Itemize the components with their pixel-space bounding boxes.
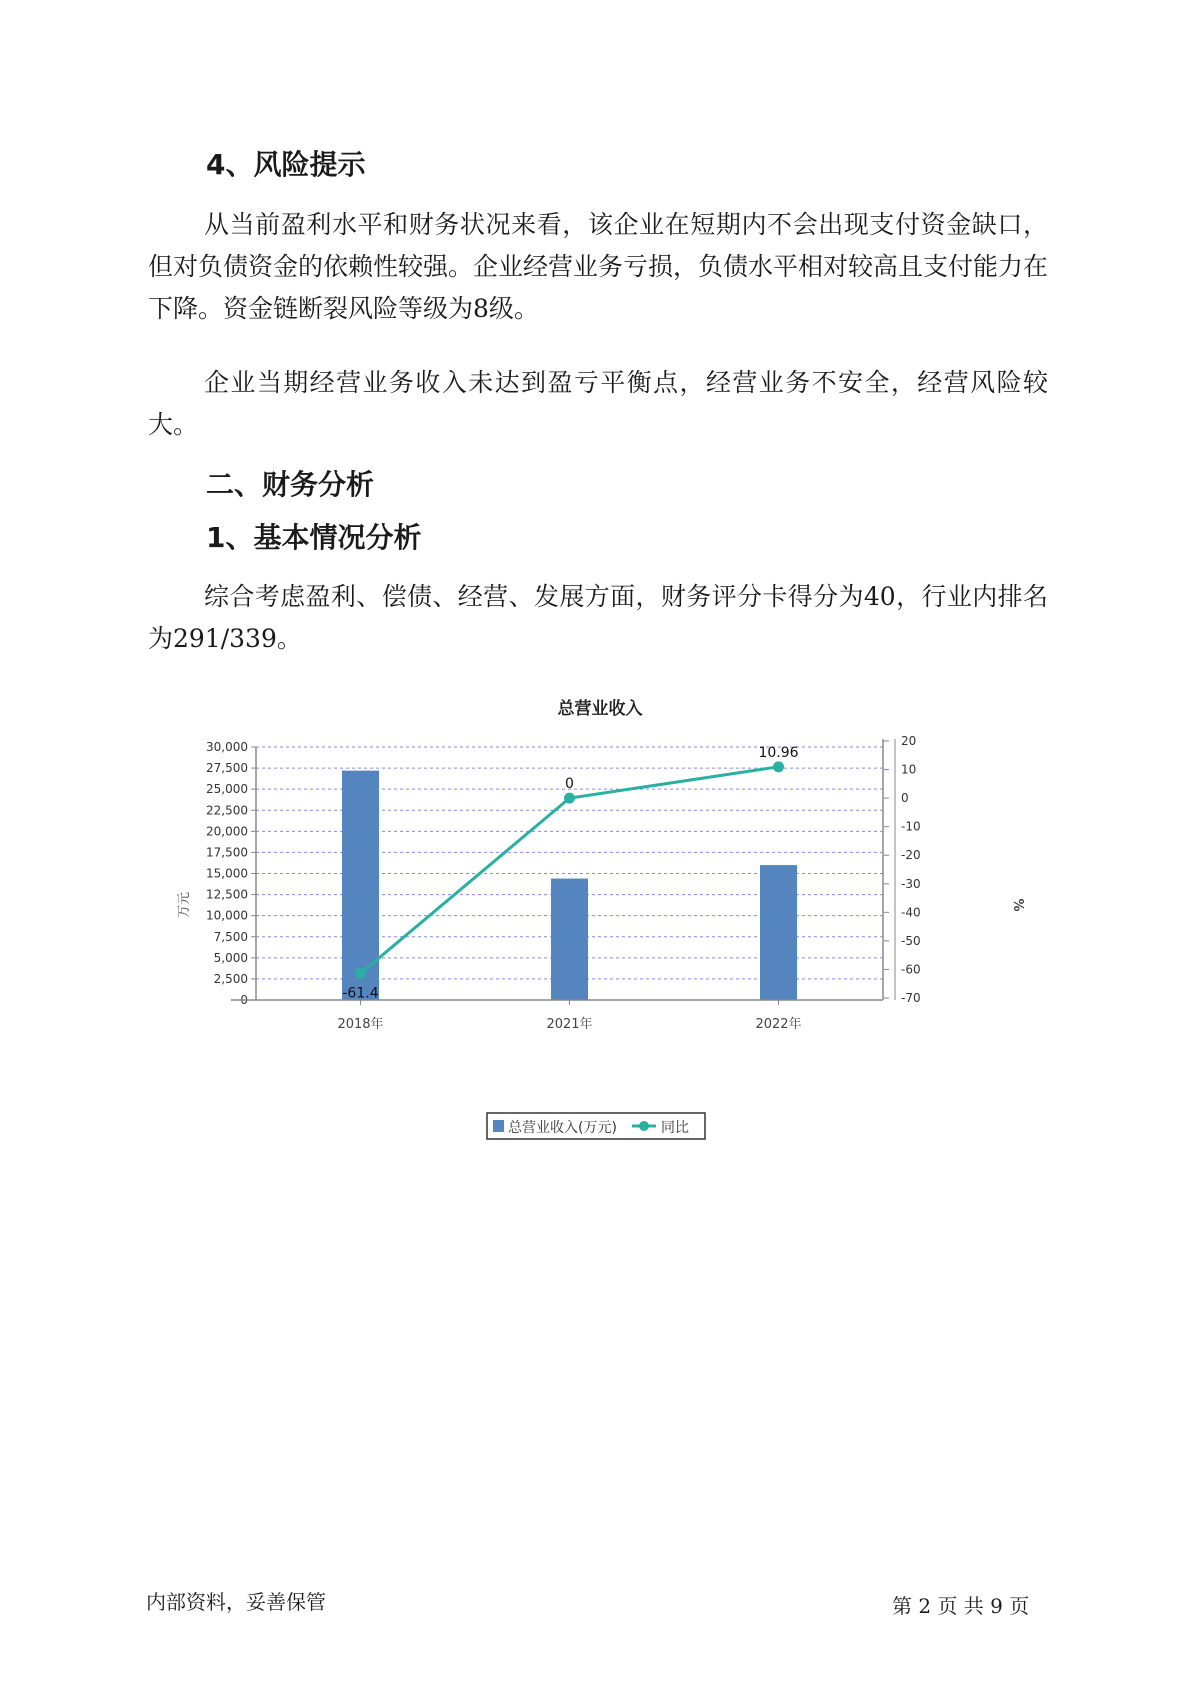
y-right-tick-label: 10 [901, 762, 917, 777]
revenue-bar [760, 865, 797, 1000]
footer-confidential-note: 内部资料，妥善保管 [146, 1590, 326, 1614]
y-right-tick-label: -20 [901, 848, 921, 863]
yoy-point [355, 968, 366, 979]
y-right-tick-label: -70 [901, 991, 921, 1005]
legend-bar-swatch [493, 1120, 504, 1132]
y-left-tick-label: 0 [240, 993, 248, 1007]
revenue-chart [160, 690, 1040, 1150]
risk-paragraph-2: 企业当期经营业务收入未达到盈亏平衡点，经营业务不安全，经营风险较大。 [148, 368, 1048, 439]
chart-legend [487, 1113, 705, 1139]
y-left-tick-label: 27,500 [206, 761, 248, 776]
yoy-data-label: -61.4 [342, 985, 379, 1002]
y-right-tick-label: -60 [901, 962, 921, 977]
revenue-bar [551, 879, 588, 1000]
x-tick-label: 2018年 [337, 1017, 384, 1032]
y-right-tick-label: -50 [901, 933, 921, 948]
y-right-tick-label: -30 [901, 876, 921, 891]
y-left-tick-label: 10,000 [206, 908, 248, 923]
y-left-tick-label: 17,500 [206, 845, 248, 860]
y-left-tick-label: 12,500 [206, 887, 248, 902]
y-left-tick-label: 15,000 [206, 866, 248, 881]
subsection-heading-basic-analysis: 1、基本情况分析 [206, 521, 422, 554]
y-right-tick-label: -40 [901, 905, 921, 920]
y-right-tick-label: 0 [901, 791, 909, 806]
y-right-tick-label: 20 [901, 734, 917, 748]
yoy-point [773, 761, 784, 772]
footer-page-number: 第 2 页 共 9 页 [892, 1594, 1030, 1618]
yoy-point [564, 793, 575, 804]
x-tick-label: 2022年 [755, 1017, 802, 1032]
y-left-tick-label: 2,500 [213, 971, 248, 986]
x-tick-label: 2021年 [546, 1017, 593, 1032]
y-left-tick-label: 20,000 [206, 824, 248, 839]
y-right-tick-label: -10 [901, 819, 921, 834]
y-left-tick-label: 22,500 [206, 803, 248, 818]
yoy-data-label: 0 [565, 776, 574, 793]
legend-line-marker [639, 1121, 649, 1131]
y-axis-right-label: % [1010, 898, 1025, 912]
legend-bar-label: 总营业收入(万元) [508, 1120, 617, 1136]
yoy-data-label: 10.96 [758, 744, 799, 761]
risk-paragraph-1: 从当前盈利水平和财务状况来看，该企业在短期内不会出现支付资金缺口，但对负债资金的依赖性较强。企业经营业务亏损，负债水平相对较高且支付能力在下降。资金链断裂风险等级为8级。 [148, 210, 1049, 323]
y-left-tick-label: 30,000 [206, 740, 248, 754]
basic-analysis-paragraph: 综合考虑盈利、偿债、经营、发展方面，财务评分卡得分为40，行业内排名为291/339。 [148, 582, 1048, 653]
y-left-tick-label: 25,000 [206, 782, 248, 797]
revenue-bar [342, 771, 379, 1000]
section-heading-risk: 4、风险提示 [206, 148, 366, 181]
y-axis-left-label: 万元 [177, 891, 192, 919]
y-left-tick-label: 5,000 [213, 950, 248, 965]
bar-series [342, 771, 797, 1000]
chart-title: 总营业收入 [557, 699, 643, 719]
legend-line-label: 同比 [661, 1120, 689, 1136]
y-left-tick-label: 7,500 [213, 929, 248, 944]
section-heading-financial-analysis: 二、财务分析 [206, 468, 375, 501]
